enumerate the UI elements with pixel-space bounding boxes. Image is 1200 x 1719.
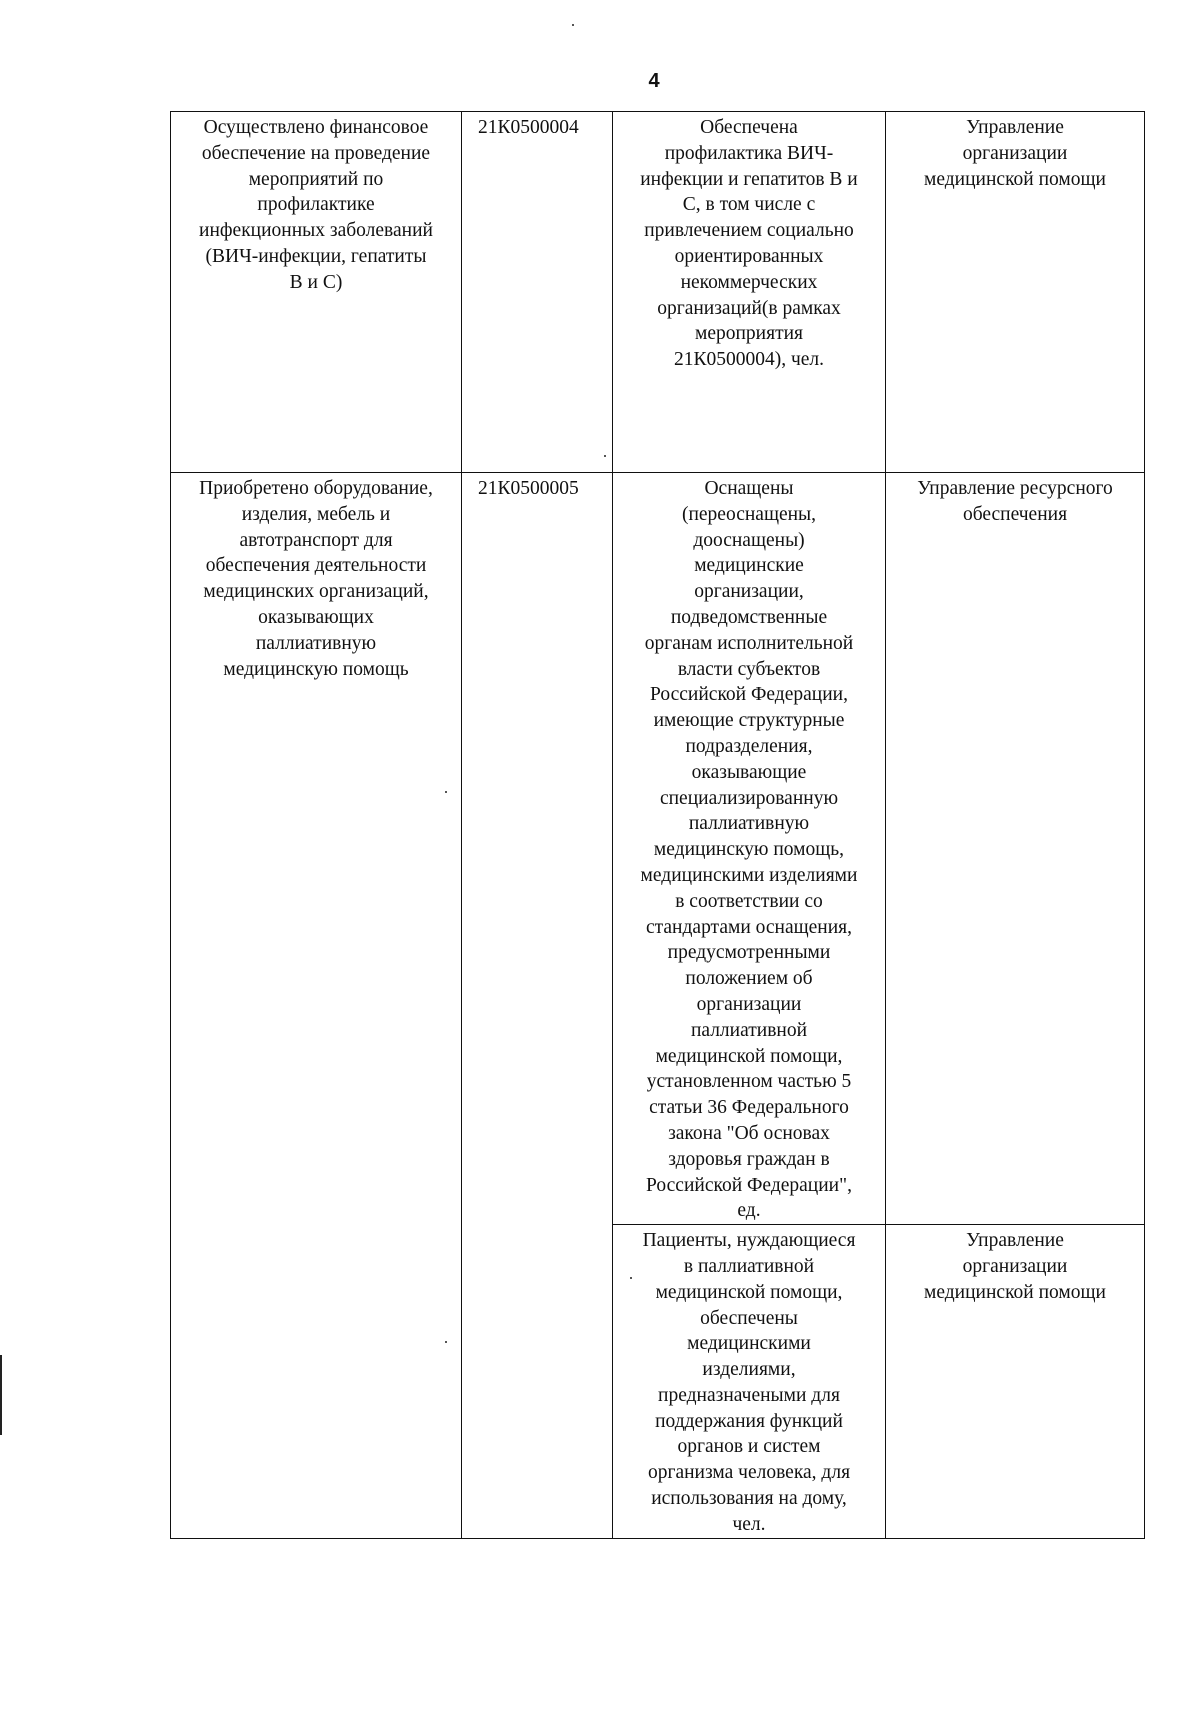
result-cell: Приобретено оборудование, изделия, мебель и автотранспорт для обеспечения деятельности медицинских организаций, оказывающих паллиативную медицинскую помощь [171,473,462,1539]
responsible-cell: Управление организации медицинской помощи [886,112,1145,473]
result-cell: Осуществлено финансовое обеспечение на проведение мероприятий по профилактике инфекционных заболеваний (ВИЧ-инфекции, гепатиты В и С) [171,112,462,473]
table-row [171,473,1145,1225]
code-cell: 21К0500004 [462,112,613,473]
indicator-cell: Обеспечена профилактика ВИЧ- инфекции и гепатитов В и С, в том числе с привлечением социально ориентированных некоммерческих организаций(в рамках мероприятия 21К0500004), чел. [613,112,886,473]
scan-speck [445,791,447,793]
responsible-cell: Управление ресурсного обеспечения [886,473,1145,1225]
scan-speck [572,24,574,26]
indicator-cell: Оснащены (переоснащены, дооснащены) медицинские организации, подведомственные органам исполнительной власти субъектов Российской Федерации, имеющие структурные подразделения, оказывающие специализированную паллиативную медицинскую помощь, медицинскими изделиями в соответствии со стандартами оснащения, предусмотренными положением об организации паллиативной медицинской помощи, установленном частью 5 статьи 36 Федерального закона "Об основах здоровья граждан в Российской Федерации", ед. [613,473,886,1225]
scan-edge-mark [0,1355,2,1435]
table-row [171,112,1145,473]
scan-speck [445,1341,447,1343]
measures-table [170,111,1145,1539]
responsible-cell: Управление организации медицинской помощи [886,1225,1145,1539]
indicator-cell: Пациенты, нуждающиеся в паллиативной медицинской помощи, обеспечены медицинскими изделиями, предназначеными для поддержания функций органов и систем организма человека, для использования на дому, чел. [613,1225,886,1539]
scan-speck [604,455,606,457]
code-cell: 21К0500005 [462,473,613,1539]
scan-speck [630,1277,632,1279]
page-number: 4 [648,70,660,92]
